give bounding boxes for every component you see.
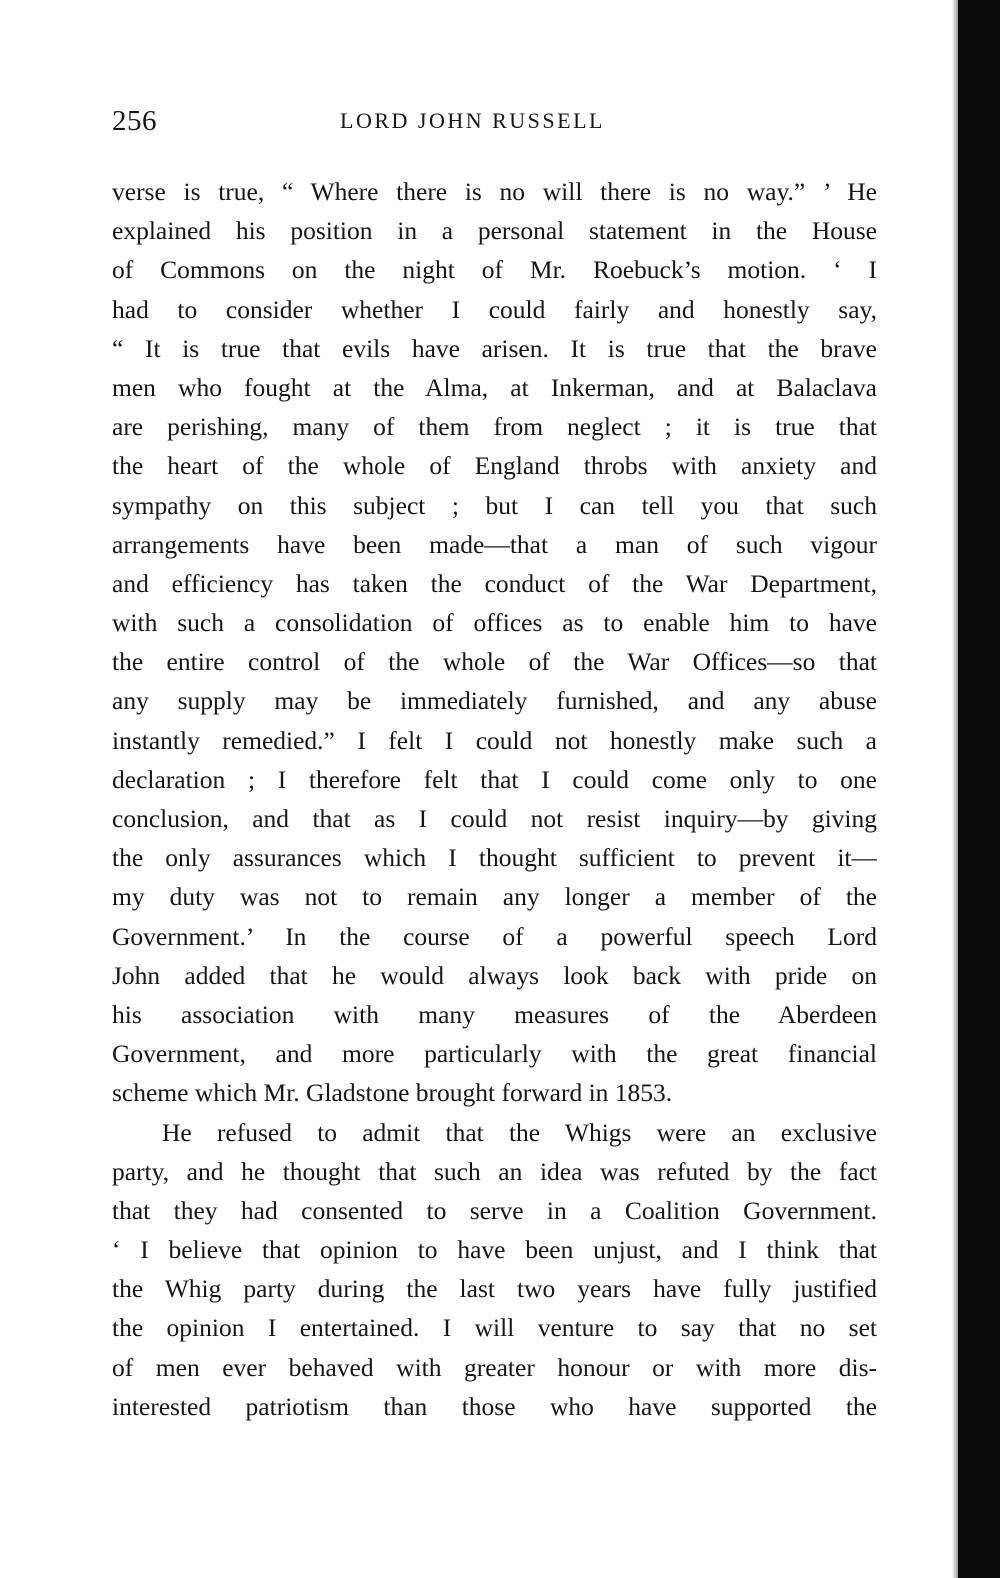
text-line: arrangements have been made—that a man of such vigour xyxy=(112,529,877,559)
text-line: scheme which Mr. Gladstone brought forward in 1853. xyxy=(112,1078,673,1108)
text-line: that they had consented to serve in a Coalition Government. xyxy=(112,1195,877,1225)
running-head xyxy=(112,104,880,138)
text-line: with such a consolidation of offices as to enable him to have xyxy=(112,608,877,638)
text-line: ‘ I believe that opinion to have been unjust, and I think that xyxy=(112,1235,877,1265)
text-line: had to consider whether I could fairly and honestly say, xyxy=(112,294,877,324)
paragraph-1 xyxy=(112,172,877,1113)
text-line: any supply may be immediately furnished, and any abuse xyxy=(112,686,877,716)
text-line: conclusion, and that as I could not resist inquiry—by giving xyxy=(112,804,877,833)
text-line: of men ever behaved with greater honour or with more dis- xyxy=(112,1352,877,1382)
text-line: the heart of the whole of England throbs with anxiety and xyxy=(112,451,877,481)
text-line: He refused to admit that the Whigs were an exclusive xyxy=(162,1117,877,1147)
text-line: the only assurances which I thought sufficient to prevent it— xyxy=(112,843,877,873)
text-line: “ It is true that evils have arisen. It is true that the brave xyxy=(112,333,877,363)
text-line: men who fought at the Alma, at Inkerman, and at Balaclava xyxy=(112,372,877,402)
text-line: my duty was not to remain any longer a member of the xyxy=(112,882,877,912)
text-line: are perishing, many of them from neglect ; it is true that xyxy=(112,412,877,442)
text-line: interested patriotism than those who have supported the xyxy=(112,1391,877,1421)
text-line: of Commons on the night of Mr. Roebuck’s motion. ‘ I xyxy=(112,255,877,285)
text-line: declaration ; I therefore felt that I could come only to one xyxy=(112,764,877,794)
text-line: the Whig party during the last two years have fully justified xyxy=(112,1274,877,1304)
text-line: Government.’ In the course of a powerful speech Lord xyxy=(112,921,877,951)
text-line: John added that he would always look back with pride on xyxy=(112,960,877,990)
text-line: verse is true, “ Where there is no will there is no way.” ’ He xyxy=(112,177,877,206)
text-line: explained his position in a personal statement in the House xyxy=(112,216,877,246)
text-line: the opinion I entertained. I will venture to say that no set xyxy=(112,1313,877,1343)
text-line: his association with many measures of the Aberdeen xyxy=(112,999,877,1029)
page-number: 256 xyxy=(112,105,157,137)
text-line: the entire control of the whole of the War Offices—so that xyxy=(112,647,877,677)
running-head-title: LORD JOHN RUSSELL xyxy=(340,108,605,133)
paragraph-2 xyxy=(112,1113,877,1427)
body-text xyxy=(112,172,877,1426)
text-line: sympathy on this subject ; but I can tell you that such xyxy=(112,490,877,520)
text-line: instantly remedied.” I felt I could not honestly make such a xyxy=(112,725,877,755)
text-line: and efficiency has taken the conduct of the War Department, xyxy=(112,568,877,598)
book-spine xyxy=(958,0,1000,1578)
text-line: Government, and more particularly with the great financial xyxy=(112,1039,877,1069)
text-line: party, and he thought that such an idea was refuted by the fact xyxy=(112,1156,877,1186)
